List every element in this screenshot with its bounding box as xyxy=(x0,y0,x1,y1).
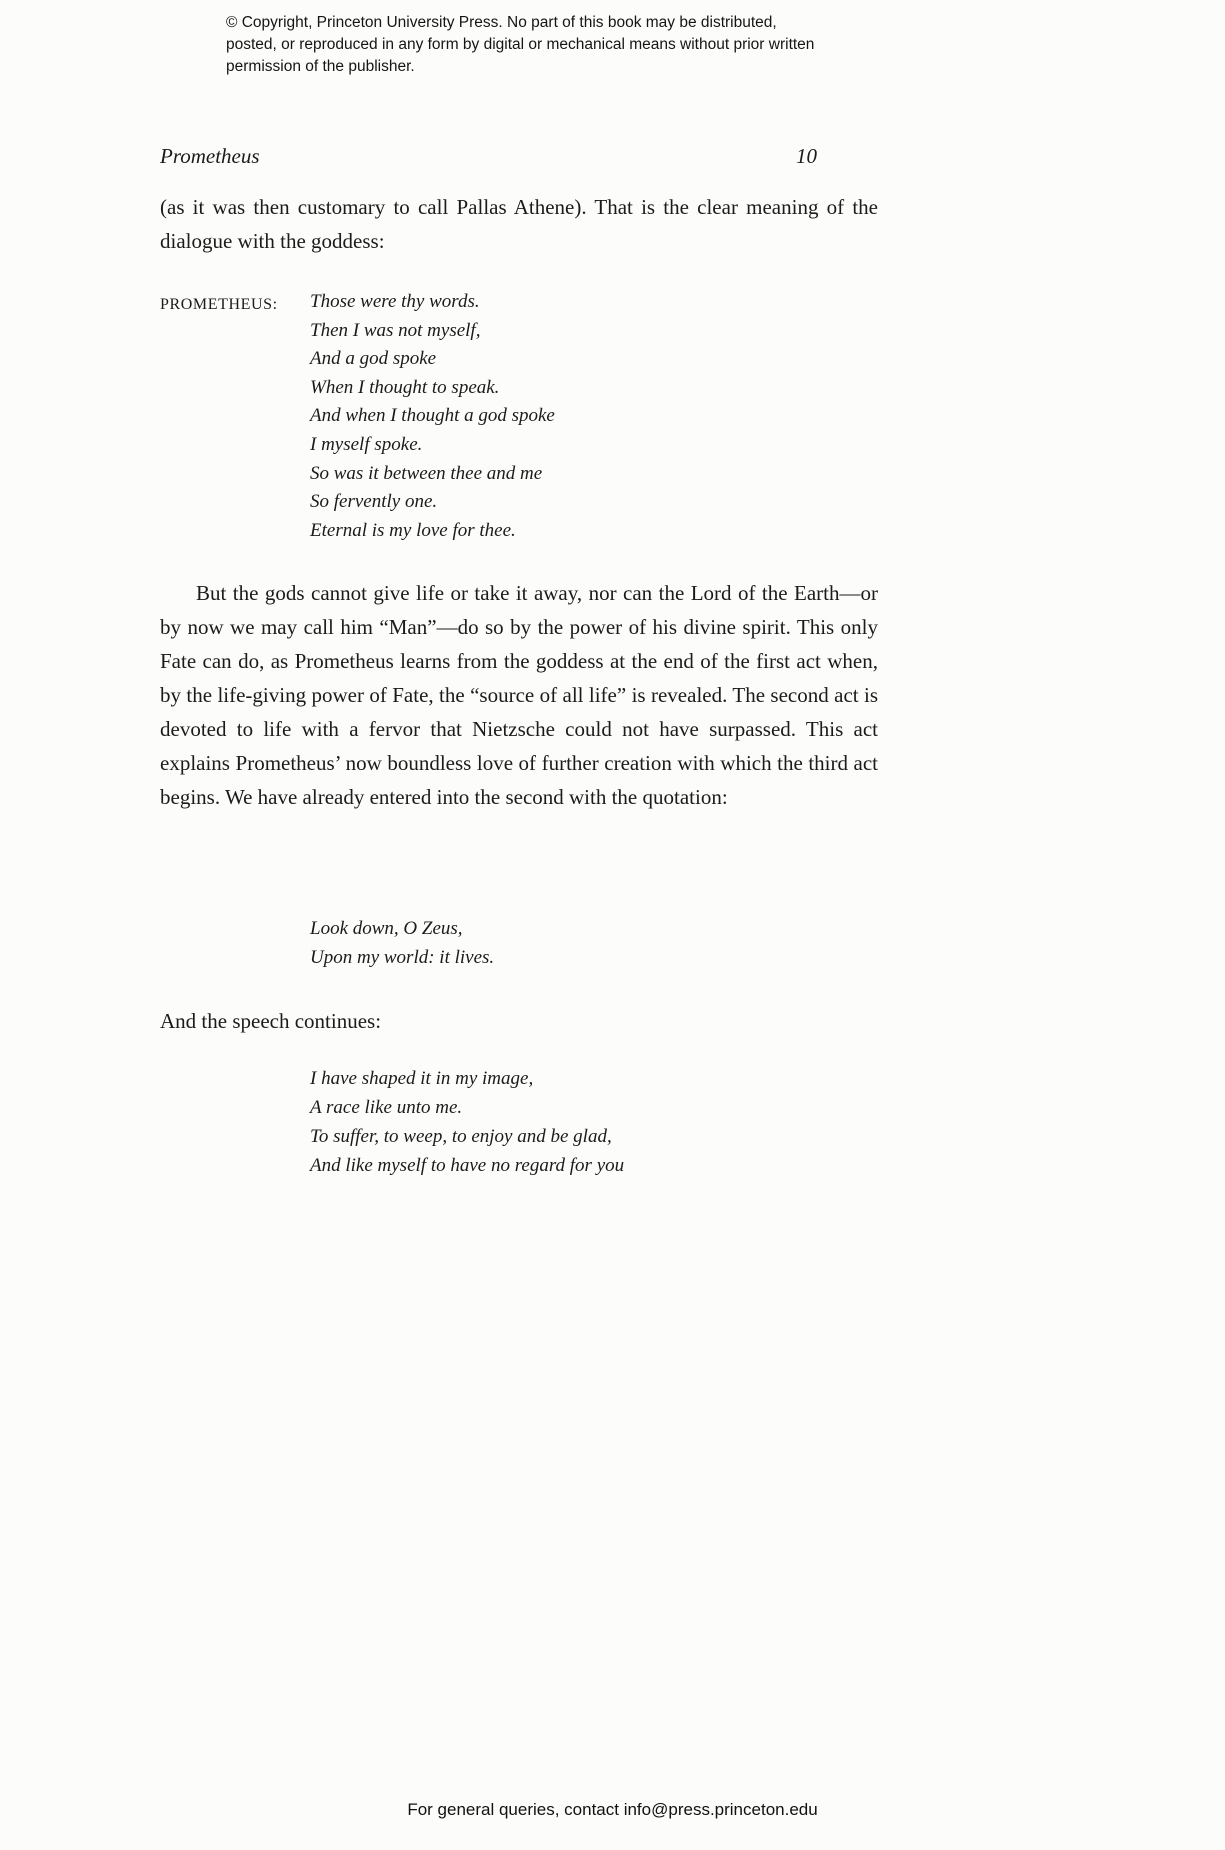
running-head xyxy=(160,144,817,169)
footer-contact: For general queries, contact info@press.princeton.edu xyxy=(407,1800,818,1819)
verse-line: And like myself to have no regard for you xyxy=(310,1155,625,1176)
speech-block xyxy=(160,288,878,545)
speech-line: Eternal is my love for thee. xyxy=(310,519,516,541)
verse-quote-2 xyxy=(310,1064,624,1180)
speech-line: So was it between thee and me xyxy=(310,462,543,484)
verse-line: To suffer, to weep, to enjoy and be glad, xyxy=(310,1126,612,1147)
speech-line: When I thought to speak. xyxy=(310,376,500,398)
paragraph-intro: (as it was then customary to call Pallas Athene). That is the clear meaning of the dialogue with the goddess: xyxy=(160,195,878,253)
speech-line: Those were thy words. xyxy=(310,291,480,312)
verse-line: A race like unto me. xyxy=(310,1097,463,1118)
copyright-notice: © Copyright, Princeton University Press. No part of this book may be distributed, posted, or reproduced in any form by digital or mechanical means without prior written permission of the publisher. xyxy=(226,14,815,75)
speech-line: And a god spoke xyxy=(310,348,437,370)
verse-line: Look down, O Zeus, xyxy=(310,918,463,939)
verse-quote-1 xyxy=(310,914,494,972)
page-number: 10 xyxy=(796,144,817,168)
paragraph-main: But the gods cannot give life or take it away, nor can the Lord of the Earth—or by now we may call him “Man”—do so by the power of his divine spirit. This only Fate can do, as Prometheus learns from the goddess at the end of the first act when, by the life-giving power of Fate, the “source of all life” is revealed. The second act is devoted to life with a fervor that Nietzsche could not have surpassed. This act explains Prometheus’ now boundless love of further creation with which the third act begins. We have already entered into the second with the quotation: xyxy=(160,581,878,809)
speech-line: I myself spoke. xyxy=(310,433,423,455)
paragraph-continues: And the speech continues: xyxy=(160,1009,382,1033)
speech-line: Then I was not myself, xyxy=(310,319,481,341)
speech-line: And when I thought a god spoke xyxy=(310,405,555,427)
speech-lines xyxy=(310,288,555,545)
verse-line: Upon my world: it lives. xyxy=(310,947,495,968)
running-head-title: Prometheus xyxy=(160,144,260,168)
verse-line: I have shaped it in my image, xyxy=(310,1068,534,1089)
speech-line: So fervently one. xyxy=(310,491,438,513)
speaker-label: PROMETHEUS: xyxy=(160,296,278,313)
